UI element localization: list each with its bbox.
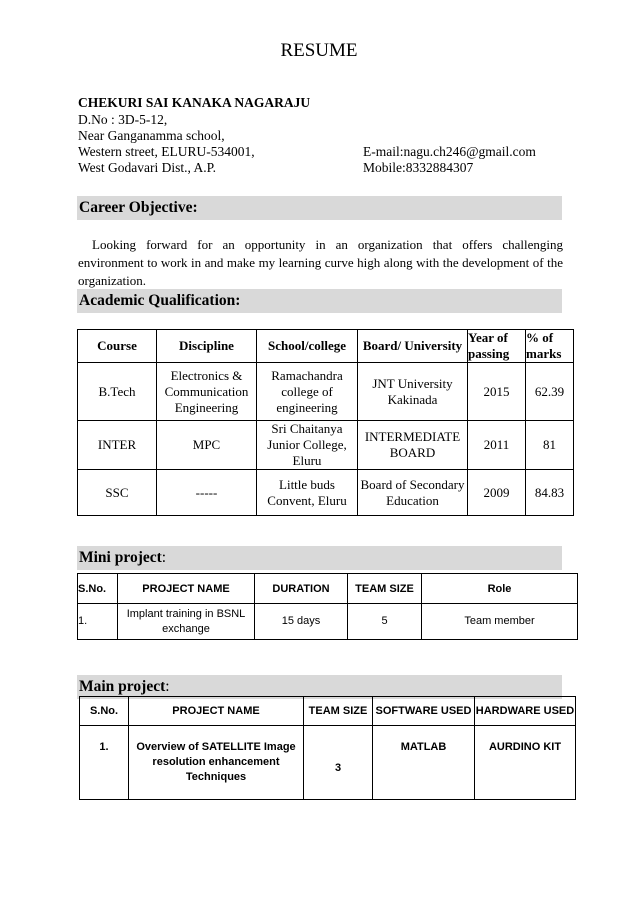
mini-header-row (78, 574, 578, 604)
col-project-name: PROJECT NAME (118, 574, 255, 604)
career-objective-heading: Career Objective: (79, 199, 198, 216)
academic-heading: Academic Qualification: (79, 292, 241, 309)
mobile-text: Mobile:8332884307 (363, 160, 474, 175)
mini-project-band (77, 546, 562, 570)
cell-school: Sri Chaitanya Junior College, Eluru (257, 421, 358, 470)
address-line-3: Western street, ELURU-534001, (78, 144, 255, 159)
table-row (78, 604, 578, 640)
career-objective-text: Looking forward for an opportunity in an organization that offers challenging environment to work in and make my learning curve high along with the development of the organization. (78, 237, 563, 288)
address-line-1: D.No : 3D-5-12, (78, 112, 168, 127)
cell-role: Team member (422, 604, 578, 640)
candidate-name: CHEKURI SAI KANAKA NAGARAJU (78, 95, 311, 110)
cell-course: SSC (78, 470, 157, 516)
cell-sno: 1. (78, 604, 118, 640)
cell-discipline: MPC (157, 421, 257, 470)
cell-year: 2009 (468, 470, 526, 516)
col-project-name: PROJECT NAME (129, 697, 304, 726)
col-discipline: Discipline (157, 330, 257, 363)
main-header-row (80, 697, 576, 726)
cell-duration: 15 days (255, 604, 348, 640)
cell-discipline: Electronics & Communication Engineering (157, 363, 257, 421)
academic-header-row (78, 330, 574, 363)
cell-school: Little buds Convent, Eluru (257, 470, 358, 516)
col-role: Role (422, 574, 578, 604)
col-school: School/college (257, 330, 358, 363)
mini-project-heading (79, 549, 166, 567)
col-board: Board/ University (358, 330, 468, 363)
cell-discipline: ----- (157, 470, 257, 516)
col-marks: % of marks (526, 330, 574, 363)
cell-sno: 1. (80, 726, 129, 800)
cell-project-name: Overview of SATELLITE Image resolution enhancement Techniques (129, 726, 304, 800)
cell-course: B.Tech (78, 363, 157, 421)
cell-team-size: 5 (348, 604, 422, 640)
col-software: SOFTWARE USED (373, 697, 475, 726)
mini-project-table (77, 573, 578, 640)
col-sno: S.No. (80, 697, 129, 726)
cell-hardware: AURDINO KIT (475, 726, 576, 800)
cell-school: Ramachandra college of engineering (257, 363, 358, 421)
col-team-size: TEAM SIZE (304, 697, 373, 726)
col-sno: S.No. (78, 574, 118, 604)
cell-year: 2015 (468, 363, 526, 421)
cell-project-name: Implant training in BSNL exchange (118, 604, 255, 640)
main-project-heading (79, 678, 170, 696)
academic-table (77, 329, 574, 516)
col-duration: DURATION (255, 574, 348, 604)
cell-marks: 84.83 (526, 470, 574, 516)
table-row (78, 363, 574, 421)
resume-title: RESUME (280, 40, 358, 61)
main-project-table (79, 696, 576, 800)
cell-team-size: 3 (304, 726, 373, 800)
cell-course: INTER (78, 421, 157, 470)
cell-board: INTERMEDIATE BOARD (358, 421, 468, 470)
address-line-4: West Godavari Dist., A.P. (78, 160, 217, 175)
cell-board: Board of Secondary Education (358, 470, 468, 516)
main-project-heading-text: Main project (79, 678, 166, 695)
academic-band (77, 289, 562, 313)
cell-board: JNT University Kakinada (358, 363, 468, 421)
address-line-2: Near Ganganamma school, (78, 128, 225, 143)
table-row (80, 726, 576, 800)
cell-software: MATLAB (373, 726, 475, 800)
mini-project-colon: : (161, 549, 167, 566)
col-hardware: HARDWARE USED (475, 697, 576, 726)
main-project-colon: : (165, 678, 170, 695)
col-course: Course (78, 330, 157, 363)
cell-marks: 81 (526, 421, 574, 470)
email-text: E-mail:nagu.ch246@gmail.com (363, 144, 536, 159)
mini-project-heading-text: Mini project (79, 549, 162, 566)
career-objective-band (77, 196, 562, 220)
table-row (78, 470, 574, 516)
cell-marks: 62.39 (526, 363, 574, 421)
cell-year: 2011 (468, 421, 526, 470)
col-year: Year of passing (468, 330, 526, 363)
table-row (78, 421, 574, 470)
col-team-size: TEAM SIZE (348, 574, 422, 604)
